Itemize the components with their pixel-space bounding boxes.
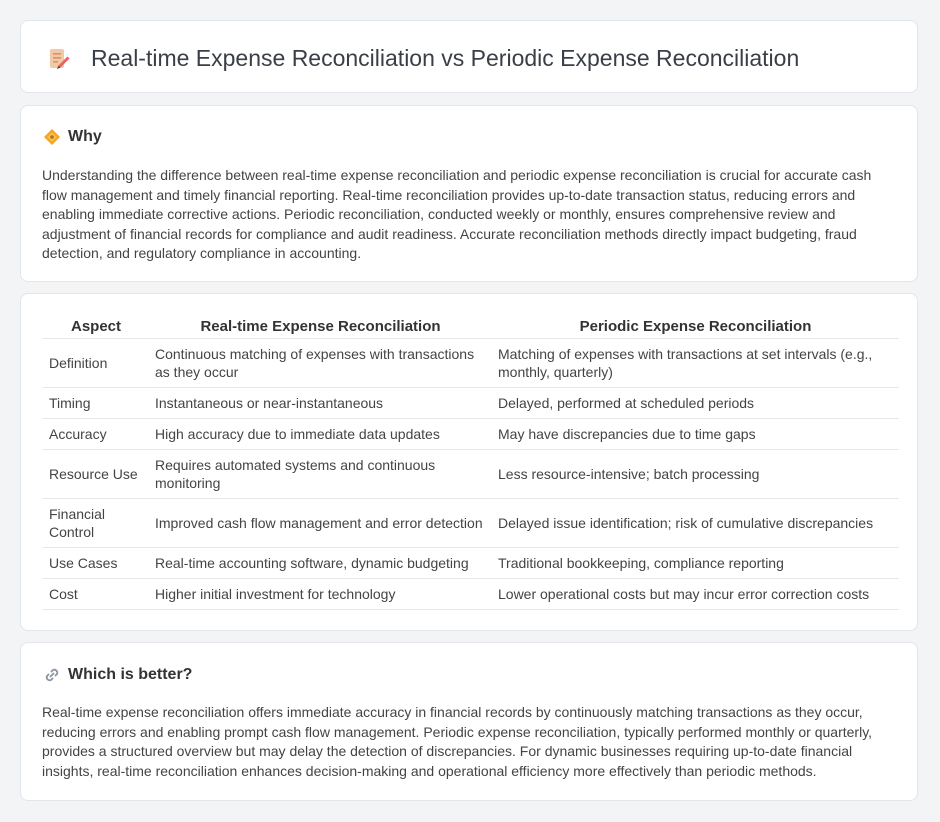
page-title: Real-time Expense Reconciliation vs Periodic Expense Reconciliation [91,45,800,71]
link-icon [43,666,61,684]
better-body: Real-time expense reconciliation offers immediate accuracy in financial records by continuously matching transactions as they occur, reducing errors and enabling prompt cash flow management. Periodic expense reconciliation, typically performed monthly or quarterly, provides a structured overview but may delay the detection of discrepancies. For dynamic businesses requiring up-to-date financial insights, real-time reconciliation enhances decision-making and operational efficiency more effectively than periodic methods. [42,704,873,779]
table-cell: Matching of expenses with transactions at set intervals (e.g., monthly, quarterly) [492,339,899,388]
table-cell: Higher initial investment for technology [149,579,492,610]
why-heading: Why [68,128,102,145]
table-cell: Improved cash flow management and error detection [149,499,492,548]
comparison-table-card [20,293,918,631]
table-row [43,450,899,499]
table-cell: Real-time accounting software, dynamic budgeting [149,548,492,579]
better-heading: Which is better? [68,666,193,683]
table-cell: Less resource-intensive; batch processing [492,450,899,499]
header-periodic: Periodic Expense Reconciliation [492,314,899,339]
table-cell: Instantaneous or near-instantaneous [149,388,492,419]
table-cell: Cost [43,579,149,610]
table-row [43,419,899,450]
which-is-better-section [20,642,918,801]
title-row [47,45,799,72]
why-header [43,128,102,146]
table-row [43,339,899,388]
table-row [43,388,899,419]
table-cell: May have discrepancies due to time gaps [492,419,899,450]
table-cell: Resource Use [43,450,149,499]
why-section [20,105,918,282]
title-card [20,20,918,93]
diamond-icon [43,128,61,146]
pencil-document-icon [47,47,71,71]
table-header-row [43,314,899,339]
comparison-table [43,314,899,610]
table-cell: Timing [43,388,149,419]
table-cell: Continuous matching of expenses with transactions as they occur [149,339,492,388]
header-real-time: Real-time Expense Reconciliation [149,314,492,339]
header-aspect: Aspect [43,314,149,339]
table-cell: Requires automated systems and continuous monitoring [149,450,492,499]
table-cell: Traditional bookkeeping, compliance reporting [492,548,899,579]
table-cell: Use Cases [43,548,149,579]
table-cell: Financial Control [43,499,149,548]
table-cell: Accuracy [43,419,149,450]
table-row [43,499,899,548]
table-cell: Lower operational costs but may incur error correction costs [492,579,899,610]
table-row [43,579,899,610]
table-cell: Definition [43,339,149,388]
better-header [43,666,192,684]
table-cell: High accuracy due to immediate data updates [149,419,492,450]
why-body: Understanding the difference between real-time expense reconciliation and periodic expense reconciliation is crucial for accurate cash flow management and timely financial reporting. Real-time reconciliation provides up-to-date transaction status, reducing errors and enabling immediate corrective actions. Periodic reconciliation, conducted weekly or monthly, ensures comprehensive review and adjustment of financial records for compliance and audit readiness. Accurate reconciliation methods directly impact budgeting, fraud detection, and regulatory compliance in accounting. [42,167,872,261]
table-cell: Delayed issue identification; risk of cumulative discrepancies [492,499,899,548]
table-row [43,548,899,579]
table-cell: Delayed, performed at scheduled periods [492,388,899,419]
